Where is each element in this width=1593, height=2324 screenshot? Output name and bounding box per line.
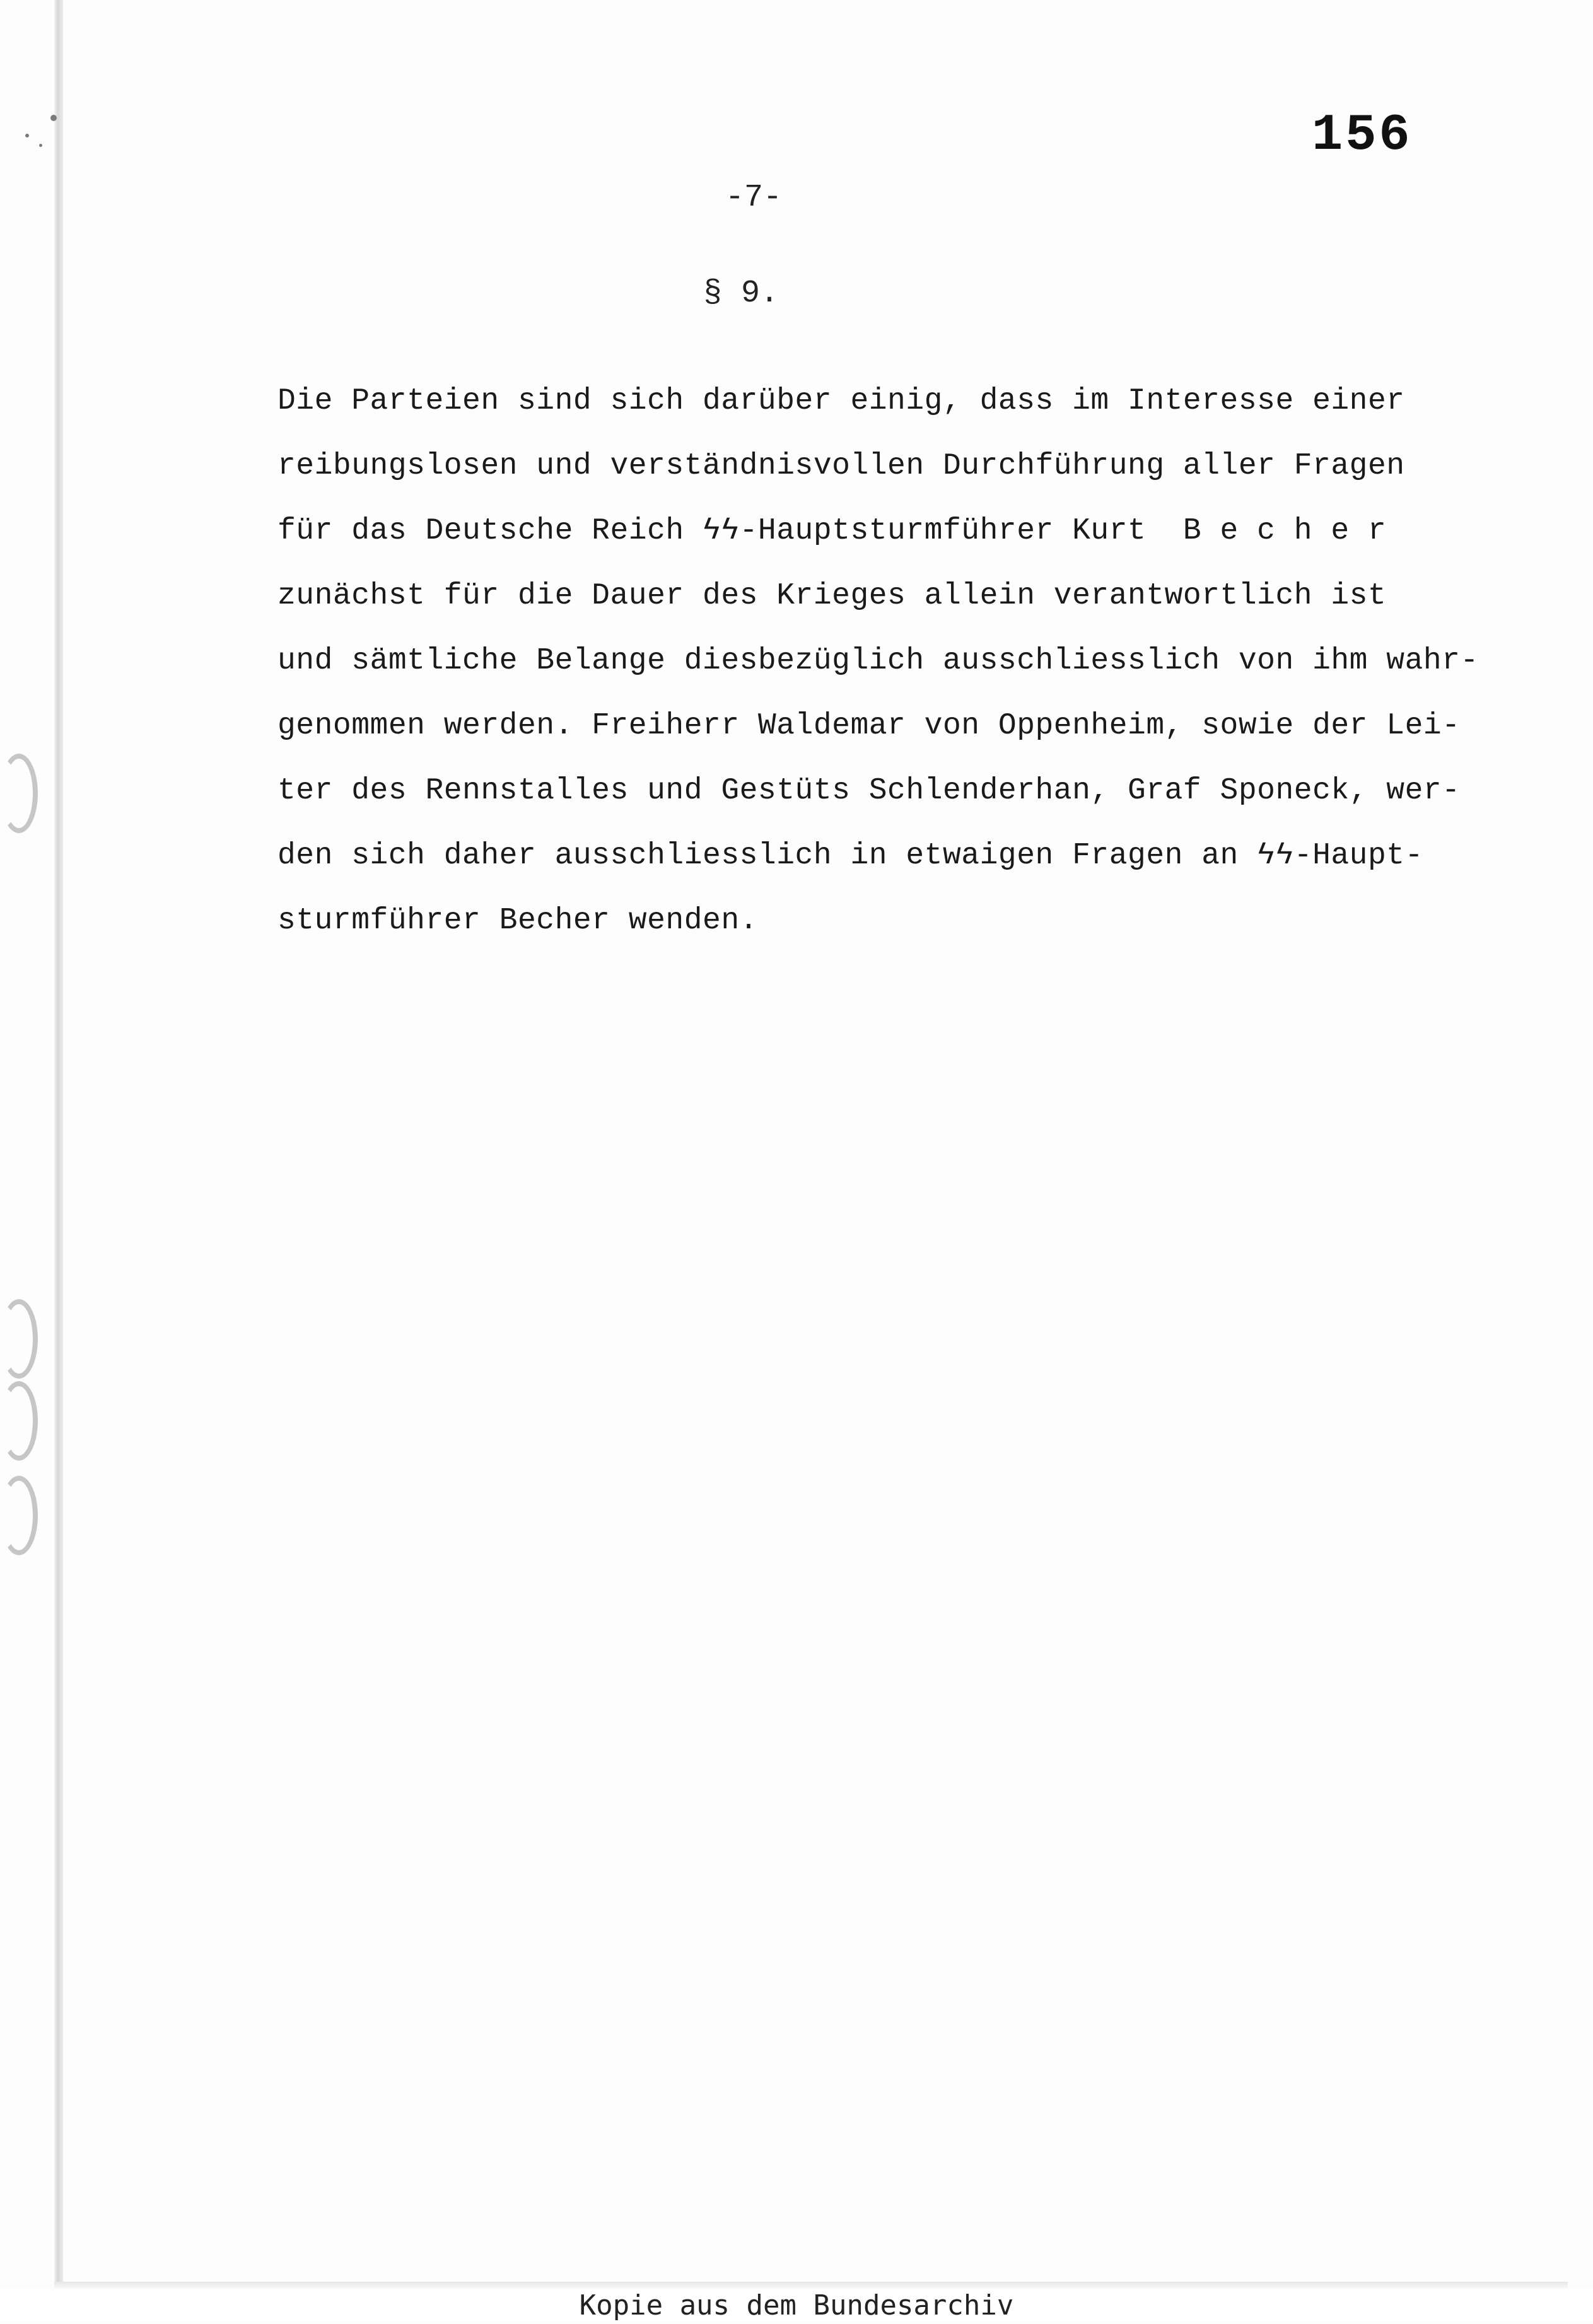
section-title: § 9. bbox=[703, 276, 779, 312]
punch-hole-mark bbox=[0, 754, 38, 833]
scan-speck bbox=[39, 144, 42, 147]
text-line: ter des Rennstalles und Gestüts Schlenderhan, Graf Sponeck, wer- bbox=[277, 774, 1461, 808]
page-number: -7- bbox=[725, 180, 783, 216]
text-line: und sämtliche Belange diesbezüglich ausschliesslich von ihm wahr- bbox=[277, 644, 1479, 678]
archive-footer-note: Kopie aus dem Bundesarchiv bbox=[0, 2289, 1593, 2321]
page-edge-shadow bbox=[54, 0, 63, 2286]
body-paragraph bbox=[277, 369, 1564, 954]
text-line: zunächst für die Dauer des Krieges allein verantwortlich ist bbox=[277, 579, 1387, 613]
punch-hole-mark bbox=[0, 1476, 38, 1555]
punch-hole-mark bbox=[0, 1299, 38, 1379]
text-line: genommen werden. Freiherr Waldemar von Oppenheim, sowie der Lei- bbox=[277, 709, 1461, 743]
text-line: reibungslosen und verständnisvollen Durchführung aller Fragen bbox=[277, 449, 1405, 483]
punch-hole-mark bbox=[0, 1381, 38, 1461]
page-bottom-edge bbox=[54, 2282, 1568, 2288]
scan-speck bbox=[25, 134, 29, 137]
archive-folio-number: 156 bbox=[1312, 106, 1413, 165]
text-line: sturmführer Becher wenden. bbox=[277, 904, 758, 938]
text-line: Die Parteien sind sich darüber einig, dass im Interesse einer bbox=[277, 384, 1405, 418]
text-line: den sich daher ausschliesslich in etwaigen Fragen an ϟϟ-Haupt- bbox=[277, 839, 1423, 873]
scan-speck bbox=[50, 115, 57, 121]
text-line: für das Deutsche Reich ϟϟ-Hauptsturmführer Kurt B e c h e r bbox=[277, 514, 1387, 548]
